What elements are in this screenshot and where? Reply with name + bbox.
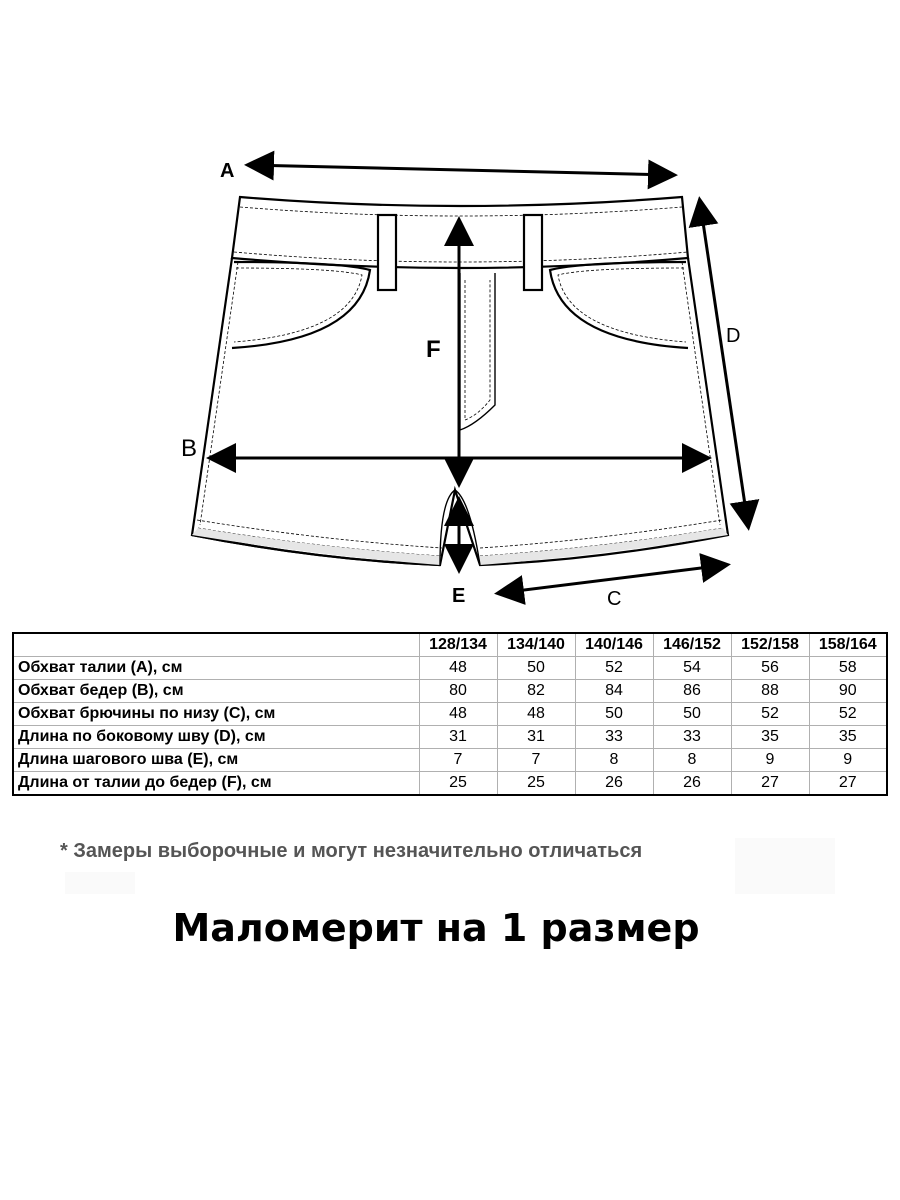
table-cell: 86 bbox=[653, 680, 731, 703]
label-d: D bbox=[726, 325, 741, 347]
table-cell: 25 bbox=[497, 772, 575, 796]
table-cell: 90 bbox=[809, 680, 887, 703]
table-cell: 35 bbox=[809, 726, 887, 749]
table-cell: 88 bbox=[731, 680, 809, 703]
table-cell: 27 bbox=[809, 772, 887, 796]
table-cell: 33 bbox=[575, 726, 653, 749]
table-row bbox=[13, 657, 887, 680]
size-header: 128/134 bbox=[419, 633, 497, 657]
table-cell: 8 bbox=[575, 749, 653, 772]
arrow-a bbox=[250, 165, 672, 175]
table-cell: 31 bbox=[497, 726, 575, 749]
size-header: 158/164 bbox=[809, 633, 887, 657]
table-cell: 50 bbox=[653, 703, 731, 726]
label-a: A bbox=[220, 160, 235, 182]
size-header: 152/158 bbox=[731, 633, 809, 657]
table-cell: 52 bbox=[575, 657, 653, 680]
row-label: Обхват талии (A), см bbox=[13, 657, 419, 680]
table-cell: 52 bbox=[731, 703, 809, 726]
row-label: Обхват бедер (B), см bbox=[13, 680, 419, 703]
header-empty-cell bbox=[13, 633, 419, 657]
table-cell: 27 bbox=[731, 772, 809, 796]
table-cell: 50 bbox=[497, 657, 575, 680]
table-cell: 82 bbox=[497, 680, 575, 703]
size-header: 134/140 bbox=[497, 633, 575, 657]
table-cell: 54 bbox=[653, 657, 731, 680]
row-label: Длина по боковому шву (D), см bbox=[13, 726, 419, 749]
table-cell: 48 bbox=[419, 657, 497, 680]
table-cell: 58 bbox=[809, 657, 887, 680]
table-cell: 25 bbox=[419, 772, 497, 796]
row-label: Обхват брючины по низу (C), см bbox=[13, 703, 419, 726]
table-row bbox=[13, 703, 887, 726]
size-header: 140/146 bbox=[575, 633, 653, 657]
table-cell: 31 bbox=[419, 726, 497, 749]
size-header-row bbox=[13, 633, 887, 657]
label-e: E bbox=[452, 585, 466, 607]
measurement-disclaimer: * Замеры выборочные и могут незначительно отличаться bbox=[60, 840, 643, 862]
label-f: F bbox=[426, 336, 441, 363]
table-cell: 35 bbox=[731, 726, 809, 749]
arrow-d bbox=[700, 202, 748, 525]
table-cell: 33 bbox=[653, 726, 731, 749]
table-row bbox=[13, 749, 887, 772]
background-smudge bbox=[735, 838, 835, 894]
table-cell: 50 bbox=[575, 703, 653, 726]
table-cell: 9 bbox=[809, 749, 887, 772]
table-cell: 26 bbox=[575, 772, 653, 796]
table-cell: 9 bbox=[731, 749, 809, 772]
table-cell: 84 bbox=[575, 680, 653, 703]
row-label: Длина от талии до бедер (F), см bbox=[13, 772, 419, 796]
table-row bbox=[13, 680, 887, 703]
background-smudge bbox=[65, 872, 135, 894]
table-cell: 26 bbox=[653, 772, 731, 796]
label-c: C bbox=[607, 588, 622, 610]
table-cell: 52 bbox=[809, 703, 887, 726]
table-cell: 7 bbox=[419, 749, 497, 772]
size-header: 146/152 bbox=[653, 633, 731, 657]
table-row bbox=[13, 726, 887, 749]
size-table-container bbox=[12, 632, 886, 796]
fit-note: Маломерит на 1 размер bbox=[172, 906, 700, 950]
table-cell: 48 bbox=[497, 703, 575, 726]
table-cell: 80 bbox=[419, 680, 497, 703]
size-table bbox=[12, 632, 888, 796]
table-row bbox=[13, 772, 887, 796]
row-label: Длина шагового шва (E), см bbox=[13, 749, 419, 772]
label-b: B bbox=[181, 435, 198, 462]
table-cell: 56 bbox=[731, 657, 809, 680]
table-cell: 8 bbox=[653, 749, 731, 772]
table-cell: 48 bbox=[419, 703, 497, 726]
table-cell: 7 bbox=[497, 749, 575, 772]
